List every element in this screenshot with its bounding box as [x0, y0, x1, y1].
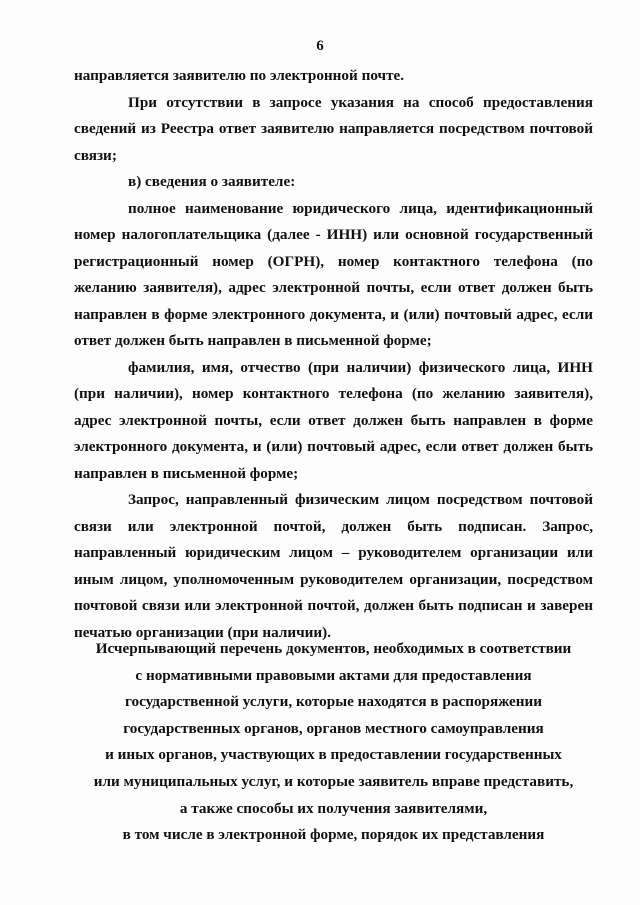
- paragraph-legal-entity: полное наименование юридического лица, идентификационный номер налогоплательщика (далее - ИНН) или основной государственный регистрационный номер (ОГРН), номер контактного телефона (по желанию заявителя), адрес электронной почты, если ответ должен быть направлен в форме электронного документа, и (или) почтовый адрес, если ответ должен быть направлен в письменной форме;: [74, 199, 593, 349]
- heading-line: с нормативными правовыми актами для предоставления: [135, 666, 532, 684]
- heading-line: Исчерпывающий перечень документов, необходимых в соответствии: [95, 640, 572, 657]
- heading-line: государственных органов, органов местного самоуправления: [123, 719, 544, 737]
- paragraph-applicant-info-heading: в) сведения о заявителе:: [128, 173, 296, 190]
- paragraph-delivery-method: При отсутствии в запросе указания на способ предоставления сведений из Реестра ответ заявителю направляется посредством почтовой связи;: [74, 93, 593, 164]
- heading-line: а также способы их получения заявителями,: [179, 799, 488, 817]
- paragraph-signature-requirement: Запрос, направленный физическим лицом посредством почтовой связи или электронной почтой, должен быть подписан. Запрос, направленный юридическим лицом – руководителем организации или иным лицом, уполномоченным руководителем организации, посредством почтовой связи или электронной почтой, должен быть подписан и заверен печатью организации (при наличии).: [74, 491, 593, 641]
- document-body: [74, 63, 593, 646]
- heading-line: или муниципальных услуг, и которые заявитель вправе представить,: [93, 772, 574, 790]
- page-number: 6: [316, 38, 324, 54]
- paragraph-continuation: направляется заявителю по электронной почте.: [74, 67, 405, 84]
- heading-line: в том числе в электронной форме, порядок их представления: [122, 826, 545, 844]
- paragraph-individual: фамилия, имя, отчество (при наличии) физического лица, ИНН (при наличии), номер контактного телефона (по желанию заявителя), адрес электронной почты, если ответ должен быть направлен в форме электронного документа, и (или) почтовый адрес, если ответ должен быть направлен в письменной форме;: [74, 358, 593, 482]
- heading-line: государственной услуги, которые находятся в распоряжении: [124, 693, 543, 711]
- section-heading: [74, 636, 593, 849]
- heading-line: и иных органов, участвующих в предоставлении государственных: [105, 746, 562, 764]
